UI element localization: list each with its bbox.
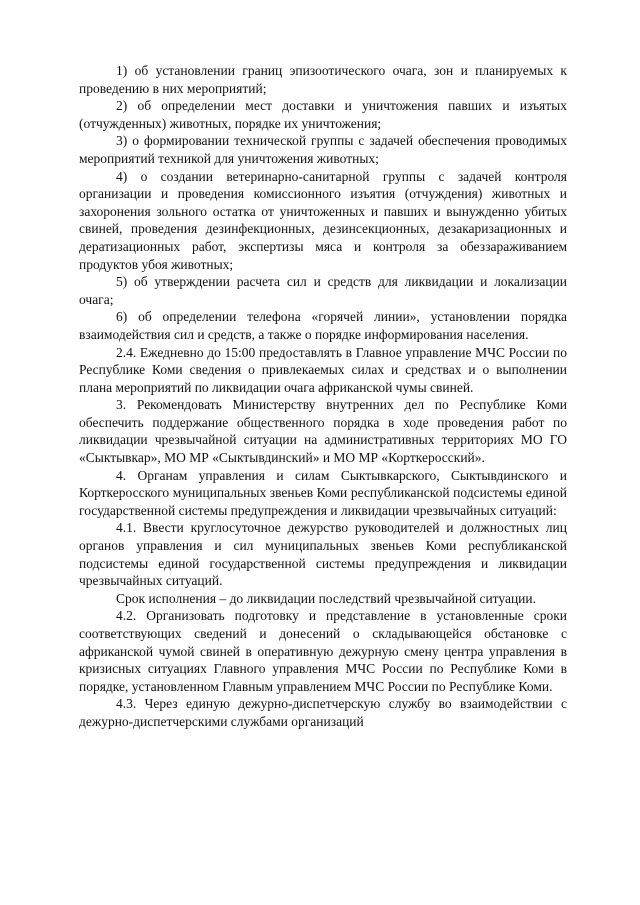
document-body — [79, 62, 567, 731]
paragraph-1: 1) об установлении границ эпизоотического очага, зон и планируемых к проведению в них мероприятий; — [79, 63, 567, 96]
paragraph-2: 2) об определении мест доставки и уничтожения павших и изъятых (отчужденных) животных, порядке их уничтожения; — [79, 98, 567, 131]
paragraph-4-2: 4.2. Организовать подготовку и представление в установленные сроки соответствующих сведений и донесений о складывающейся обстановке с африканской чумой свиней в оперативную дежурную смену центра управления в кризисных ситуациях Главного управления МЧС России по Республике Коми в порядке, установленном Главным управлением МЧС России по Республике Коми. — [79, 608, 567, 694]
paragraph-4: 4) о создании ветеринарно-санитарной группы с задачей контроля организации и проведения комиссионного изъятия (отчуждения) животных и захоронения зольного остатка от уничтоженных и павших и вынужденно убитых свиней, проведения дезинфекционных, дезинсекционных, дезакаризационных и дератизационных работ, экспертизы мяса и контроля за обеззараживанием продуктов убоя животных; — [79, 168, 567, 272]
paragraph-4-1: 4.1. Ввести круглосуточное дежурство руководителей и должностных лиц органов управления и сил муниципальных звеньев Коми республиканской подсистемы единой государственной системы предупреждения и ликвидации чрезвычайных ситуаций. — [79, 520, 567, 589]
paragraph-3: 3) о формировании технической группы с задачей обеспечения проводимых мероприятий техникой для уничтожения животных; — [79, 133, 567, 166]
paragraph-2-4: 2.4. Ежедневно до 15:00 предоставлять в Главное управление МЧС России по Республике Коми сведения о привлекаемых силах и средствах и о выполнении плана мероприятий по ликвидации очага африканской чумы свиней. — [79, 344, 567, 395]
paragraph-4-organs: 4. Органам управления и силам Сыктывкарского, Сыктывдинского и Корткеросского муниципальных звеньев Коми республиканской подсистемы единой государственной системы предупреждения и ликвидации чрезвычайных ситуаций: — [79, 467, 567, 518]
paragraph-deadline: Срок исполнения – до ликвидации последствий чрезвычайной ситуации. — [116, 590, 537, 606]
paragraph-4-3: 4.3. Через единую дежурно-диспетчерскую службу во взаимодействии с дежурно-диспетчерскими службами организаций — [79, 696, 567, 729]
paragraph-3-mvd: 3. Рекомендовать Министерству внутренних дел по Республике Коми обеспечить поддержание общественного порядка в ходе проведения работ по ликвидации чрезвычайной ситуации на административных территориях МО ГО «Сыктывкар», МО МР «Сыктывдинский» и МО МР «Корткеросский». — [79, 397, 567, 466]
paragraph-6: 6) об определении телефона «горячей линии», установлении порядка взаимодействия сил и средств, а также о порядке информирования населения. — [79, 309, 567, 342]
paragraph-5: 5) об утверждении расчета сил и средств для ликвидации и локализации очага; — [79, 274, 567, 307]
